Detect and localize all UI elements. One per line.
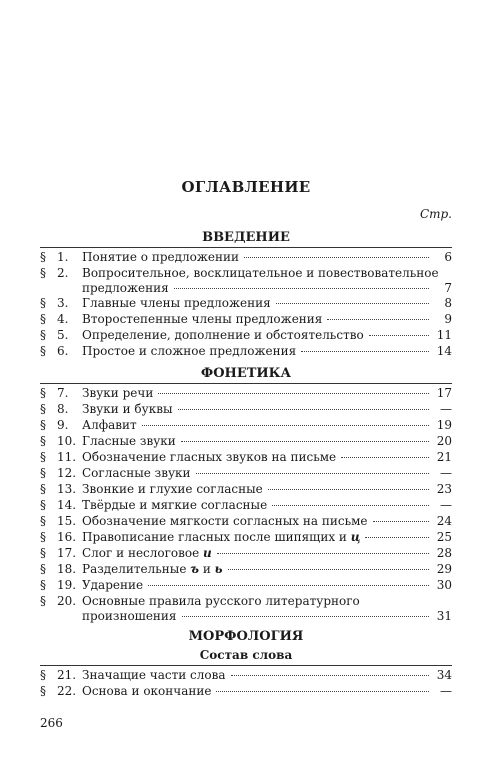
section-sign: § xyxy=(40,578,46,592)
entry-text-wrap xyxy=(82,578,143,593)
section-rule xyxy=(40,383,452,384)
toc-entry xyxy=(40,594,452,624)
entry-text-wrap xyxy=(82,482,263,497)
toc-entry xyxy=(40,434,452,449)
entry-text: Согласные звуки xyxy=(82,466,191,480)
entry-text-continued: произношения xyxy=(82,609,177,623)
entry-line xyxy=(40,546,452,561)
section-sign: § xyxy=(40,386,46,400)
entry-line xyxy=(40,402,452,417)
section-sign: § xyxy=(40,296,46,310)
entry-text: Звуки речи xyxy=(82,386,154,400)
toc-entry xyxy=(40,668,452,683)
entry-text-wrap xyxy=(82,344,296,359)
toc-entry xyxy=(40,312,452,327)
entry-text-wrap xyxy=(82,546,212,561)
toc-entry xyxy=(40,466,452,481)
entry-text-wrap xyxy=(82,450,336,465)
letter-emphasis: и xyxy=(203,546,212,560)
dot-leader xyxy=(182,616,430,617)
toc-entry xyxy=(40,328,452,343)
page-column-label: Стр. xyxy=(419,207,452,221)
entry-text: Значащие части слова xyxy=(82,668,226,682)
entry-text: Разделительные xyxy=(82,562,187,576)
entry-number: 13. xyxy=(57,482,77,496)
entry-text: Основа и окончание xyxy=(82,684,212,698)
dot-leader xyxy=(327,319,429,320)
entry-text-wrap xyxy=(82,562,223,577)
entry-number: 11. xyxy=(57,450,77,464)
entry-number: 4. xyxy=(57,312,69,326)
entry-page: 23 xyxy=(436,482,452,496)
dot-leader xyxy=(228,569,429,570)
entry-number: 6. xyxy=(57,344,69,358)
entry-page: — xyxy=(440,684,452,698)
dot-leader xyxy=(142,425,429,426)
entry-text: Звуки и буквы xyxy=(82,402,173,416)
toc-entry xyxy=(40,450,452,465)
section-sign: § xyxy=(40,668,46,682)
entry-line xyxy=(40,296,452,311)
entry-number: 15. xyxy=(57,514,77,528)
entry-text-wrap xyxy=(82,514,368,529)
entry-page: 9 xyxy=(444,312,452,326)
section-sign: § xyxy=(40,250,46,264)
entry-number: 5. xyxy=(57,328,69,342)
entry-number: 9. xyxy=(57,418,69,432)
entry-line xyxy=(40,266,452,281)
section-heading-intro: ВВЕДЕНИЕ xyxy=(202,230,290,245)
section-sign: § xyxy=(40,594,46,608)
entry-text: Главные члены предложения xyxy=(82,296,271,310)
dot-leader xyxy=(301,351,429,352)
toc-entry xyxy=(40,684,452,699)
entry-page: 19 xyxy=(436,418,452,432)
entry-number: 20. xyxy=(57,594,77,608)
entry-text-wrap xyxy=(82,530,360,545)
dot-leader xyxy=(158,393,429,394)
entry-line xyxy=(40,450,452,465)
entry-text: Вопросительное, восклицательное и повествовательное xyxy=(82,266,439,280)
entry-text-wrap xyxy=(82,312,322,327)
entry-page: 25 xyxy=(436,530,452,544)
entry-text: Правописание гласных после шипящих и xyxy=(82,530,347,544)
section-sign: § xyxy=(40,684,46,698)
entry-text: Второстепенные члены предложения xyxy=(82,312,323,326)
entry-text-conjunction: и xyxy=(202,562,211,576)
entry-text: Простое и сложное предложения xyxy=(82,344,297,358)
entry-number: 18. xyxy=(57,562,77,576)
entry-line xyxy=(40,530,452,545)
entry-line xyxy=(40,418,452,433)
entry-text-wrap xyxy=(82,250,239,265)
letter-emphasis: ь xyxy=(214,562,223,576)
entry-text-wrap xyxy=(82,402,173,417)
entry-page: 7 xyxy=(444,281,452,295)
entry-text: Определение, дополнение и обстоятельство xyxy=(82,328,364,342)
toc-entry xyxy=(40,402,452,417)
section-sign: § xyxy=(40,266,46,280)
entry-line xyxy=(40,482,452,497)
entry-line xyxy=(40,344,452,359)
toc-entry xyxy=(40,482,452,497)
section-sign: § xyxy=(40,312,46,326)
entry-page: 29 xyxy=(436,562,452,576)
entry-text: Основные правила русского литературного xyxy=(82,594,360,608)
section-sign: § xyxy=(40,546,46,560)
subsection-heading: Состав слова xyxy=(199,648,293,662)
entry-line xyxy=(40,281,452,296)
entry-text-wrap xyxy=(82,296,271,311)
toc-entry xyxy=(40,578,452,593)
section-sign: § xyxy=(40,402,46,416)
letter-emphasis: ц xyxy=(350,530,361,544)
entry-number: 16. xyxy=(57,530,77,544)
entry-line xyxy=(40,668,452,683)
entry-page: 17 xyxy=(436,386,452,400)
toc-entry xyxy=(40,530,452,545)
entry-number: 3. xyxy=(57,296,69,310)
section-rule xyxy=(40,665,452,666)
entry-text-wrap xyxy=(82,328,364,343)
dot-leader xyxy=(268,489,429,490)
entry-number: 17. xyxy=(57,546,77,560)
entry-line xyxy=(40,312,452,327)
toc-entry xyxy=(40,498,452,513)
entry-text-wrap xyxy=(82,434,176,449)
dot-leader xyxy=(244,257,429,258)
entry-text-wrap xyxy=(82,684,211,699)
entry-text-wrap xyxy=(82,418,137,433)
entry-page: — xyxy=(440,466,452,480)
section-sign: § xyxy=(40,328,46,342)
dot-leader xyxy=(276,303,429,304)
entry-number: 7. xyxy=(57,386,69,400)
toc-entry xyxy=(40,546,452,561)
entry-text: Звонкие и глухие согласные xyxy=(82,482,263,496)
entry-page: 31 xyxy=(436,609,452,623)
entry-text: Обозначение гласных звуков на письме xyxy=(82,450,337,464)
toc-page xyxy=(40,0,452,768)
section-sign: § xyxy=(40,418,46,432)
entry-page: 11 xyxy=(436,328,452,342)
dot-leader xyxy=(365,537,429,538)
entry-line xyxy=(40,514,452,529)
entry-text-continued: предложения xyxy=(82,281,169,295)
toc-entry xyxy=(40,250,452,265)
section-sign: § xyxy=(40,466,46,480)
entry-page: 14 xyxy=(436,344,452,358)
entry-number: 8. xyxy=(57,402,69,416)
entry-number: 12. xyxy=(57,466,77,480)
entry-line xyxy=(40,562,452,577)
toc-entry xyxy=(40,386,452,401)
section-sign: § xyxy=(40,482,46,496)
entry-page: 21 xyxy=(436,450,452,464)
dot-leader xyxy=(174,288,429,289)
entry-line xyxy=(40,609,452,624)
dot-leader xyxy=(216,691,429,692)
entry-line xyxy=(40,250,452,265)
entry-line xyxy=(40,594,452,609)
entry-page: 34 xyxy=(436,668,452,682)
entry-text: Твёрдые и мягкие согласные xyxy=(82,498,268,512)
entry-text: Алфавит xyxy=(82,418,137,432)
toc-entry xyxy=(40,344,452,359)
entry-text: Ударение xyxy=(82,578,144,592)
entry-number: 22. xyxy=(57,684,77,698)
section-sign: § xyxy=(40,344,46,358)
dot-leader xyxy=(341,457,429,458)
entry-page: 20 xyxy=(436,434,452,448)
section-sign: § xyxy=(40,450,46,464)
dot-leader xyxy=(181,441,429,442)
toc-entry xyxy=(40,296,452,311)
page-title: ОГЛАВЛЕНИЕ xyxy=(181,178,311,196)
entry-text-wrap xyxy=(82,466,191,481)
entry-text-wrap xyxy=(82,386,153,401)
entry-text: Понятие о предложении xyxy=(82,250,240,264)
entry-line xyxy=(40,466,452,481)
section-sign: § xyxy=(40,498,46,512)
dot-leader xyxy=(196,473,429,474)
entry-text-wrap xyxy=(82,498,267,513)
toc-entry xyxy=(40,418,452,433)
dot-leader xyxy=(217,553,429,554)
entry-line xyxy=(40,386,452,401)
page-number: 266 xyxy=(40,716,63,730)
section-heading-morphology: МОРФОЛОГИЯ xyxy=(188,629,304,644)
entry-number: 2. xyxy=(57,266,69,280)
section-heading-phonetics: ФОНЕТИКА xyxy=(200,366,292,381)
dot-leader xyxy=(178,409,429,410)
entry-page: — xyxy=(440,498,452,512)
entry-page: 6 xyxy=(444,250,452,264)
entry-line xyxy=(40,498,452,513)
toc-entry xyxy=(40,562,452,577)
section-sign: § xyxy=(40,530,46,544)
entry-text: Обозначение мягкости согласных на письме xyxy=(82,514,368,528)
entry-line xyxy=(40,578,452,593)
dot-leader xyxy=(272,505,429,506)
entry-number: 14. xyxy=(57,498,77,512)
entry-number: 19. xyxy=(57,578,77,592)
entry-text: Слог и неслоговое xyxy=(82,546,200,560)
section-sign: § xyxy=(40,434,46,448)
entry-number: 1. xyxy=(57,250,69,264)
entry-line xyxy=(40,328,452,343)
entry-number: 21. xyxy=(57,668,77,682)
letter-emphasis: ъ xyxy=(190,562,199,576)
dot-leader xyxy=(369,335,429,336)
entry-line xyxy=(40,684,452,699)
entry-line xyxy=(40,434,452,449)
entry-text: Гласные звуки xyxy=(82,434,176,448)
entry-page: 30 xyxy=(436,578,452,592)
entry-page: — xyxy=(440,402,452,416)
entry-text-wrap xyxy=(82,668,226,683)
entry-number: 10. xyxy=(57,434,77,448)
entry-page: 28 xyxy=(436,546,452,560)
dot-leader xyxy=(373,521,429,522)
toc-entry xyxy=(40,266,452,296)
entry-page: 8 xyxy=(444,296,452,310)
entry-page: 24 xyxy=(436,514,452,528)
section-sign: § xyxy=(40,514,46,528)
dot-leader xyxy=(231,675,429,676)
dot-leader xyxy=(148,585,429,586)
toc-entry xyxy=(40,514,452,529)
section-sign: § xyxy=(40,562,46,576)
section-rule xyxy=(40,247,452,248)
